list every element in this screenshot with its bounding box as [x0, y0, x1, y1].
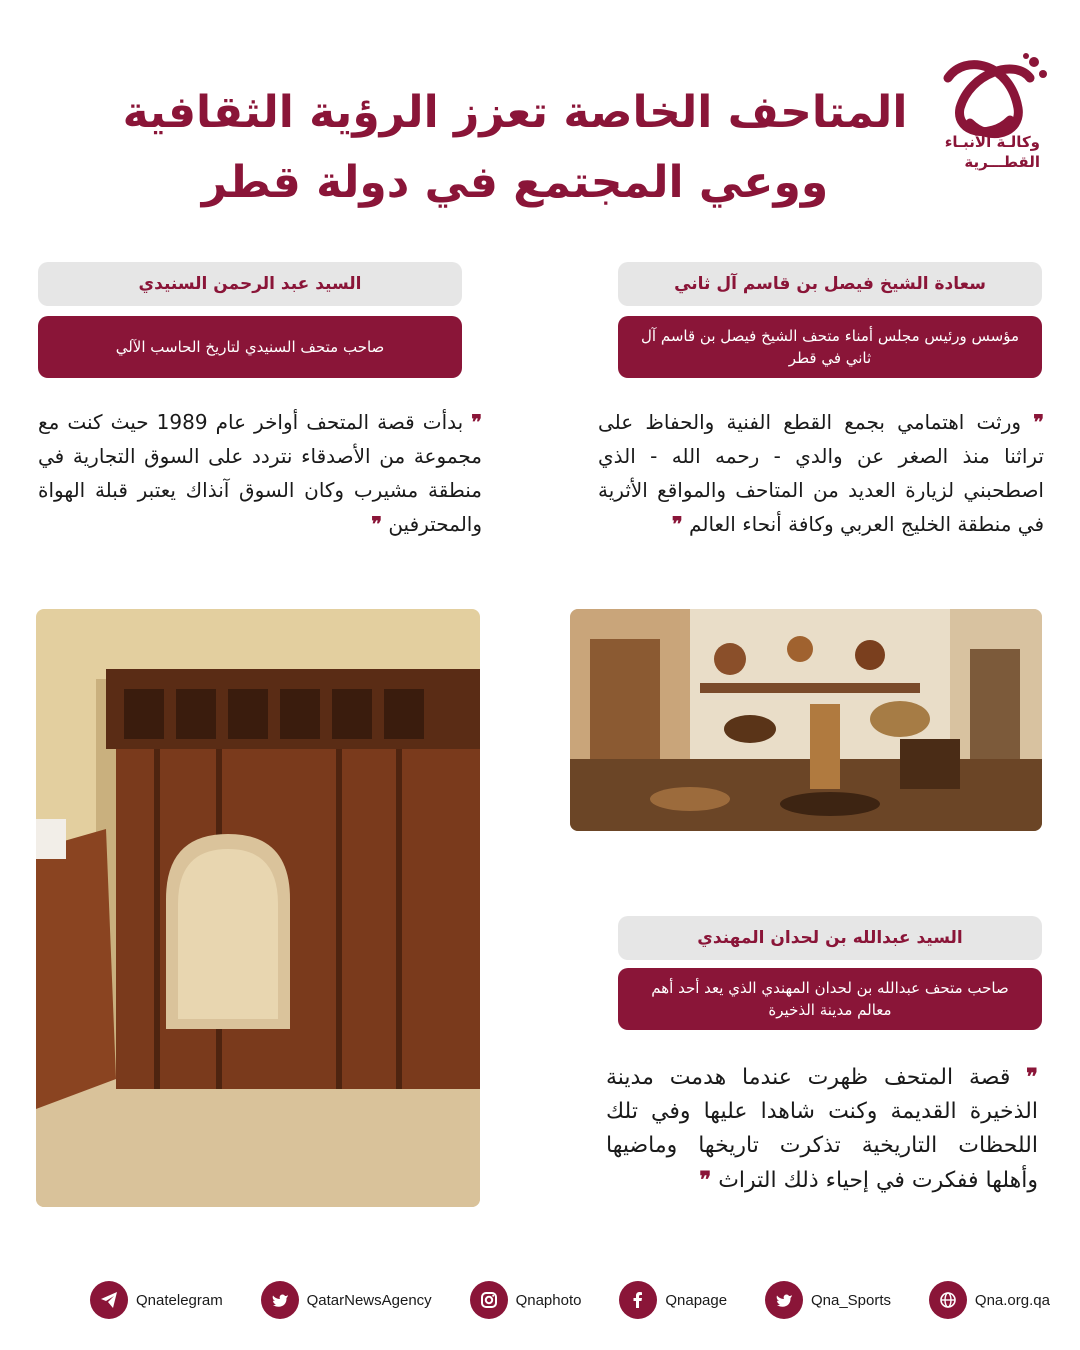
quote-open-icon: ❞ [471, 410, 483, 434]
social-links [90, 1277, 1050, 1323]
logo-text-line-1: وكالـة الأنبـاء [944, 133, 1040, 151]
title-line-2: ووعي المجتمع في دولة قطر [201, 157, 829, 208]
quote-close-icon: ❞ [371, 512, 382, 536]
profile-name: سعادة الشيخ فيصل بن قاسم آل ثاني [674, 274, 986, 294]
twitter-icon [261, 1281, 299, 1319]
twitter-icon [765, 1281, 803, 1319]
social-link-facebook[interactable] [619, 1281, 727, 1319]
quote-close-icon: ❞ [699, 1167, 712, 1193]
profile-quote [598, 405, 1044, 541]
telegram-icon [90, 1281, 128, 1319]
wooden-gate-photo [36, 609, 480, 1207]
quote-text: ورثت اهتمامي بجمع القطع الفنية والحفاظ على تراثنا منذ الصغر عن والدي - رحمه الله - الذي اصطحبني لزيارة العديد من المتاحف والمواقع الأثرية في منطقة الخليج العربي وكافة أنحاء العالم [598, 410, 1044, 536]
title-line-1: المتاحف الخاصة تعزز الرؤية الثقافية [122, 87, 908, 138]
quote-open-icon: ❞ [1033, 410, 1045, 434]
museum-artifacts-photo [570, 609, 1042, 831]
profile-role-box [618, 316, 1042, 378]
profile-role: صاحب متحف السنيدي لتاريخ الحاسب الآلي [115, 338, 385, 356]
profile-name: السيد عبدالله بن لحدان المهندي [697, 928, 963, 948]
page-title [120, 78, 910, 218]
profile-name-bar [618, 916, 1042, 960]
social-link-twitter[interactable] [261, 1281, 432, 1319]
social-link-instagram[interactable] [470, 1281, 582, 1319]
profile-role-box [618, 968, 1042, 1030]
social-link-label: Qnatelegram [136, 1291, 223, 1309]
instagram-icon [470, 1281, 508, 1319]
social-link-label: Qnaphoto [515, 1291, 582, 1309]
profile-role: مؤسس ورئيس مجلس أمناء متحف الشيخ فيصل بن قاسم آل ثاني في قطر [641, 327, 1019, 367]
profile-name-bar [38, 262, 462, 306]
profile-quote [606, 1060, 1038, 1198]
logo-text-line-2: القطـــرية [964, 153, 1040, 171]
social-link-website[interactable] [929, 1281, 1050, 1319]
globe-icon [929, 1281, 967, 1319]
social-link-label: Qnapage [665, 1291, 728, 1309]
quote-open-icon: ❞ [1026, 1064, 1039, 1090]
qna-logo-text [926, 132, 1040, 172]
profile-quote [38, 405, 482, 541]
profile-role: صاحب متحف عبدالله بن لحدان المهندي الذي يعد أحد أهم معالم مدينة الذخيرة [651, 979, 1009, 1019]
profile-name: السيد عبد الرحمن السنيدي [138, 274, 362, 294]
profile-role-box [38, 316, 462, 378]
profile-name-bar [618, 262, 1042, 306]
quote-text: قصة المتحف ظهرت عندما هدمت مدينة الذخيرة القديمة وكنت شاهدا عليها وفي تلك اللحظات التاريخية تذكرت تاريخها وماضيها وأهلها ففكرت في إحياء ذلك التراث [606, 1065, 1038, 1193]
quote-text: بدأت قصة المتحف أواخر عام 1989 حيث كنت مع مجموعة من الأصدقاء نتردد على السوق التجارية في منطقة مشيرب وكان السوق آنذاك يعتبر قبلة الهواة والمحترفين [38, 410, 482, 536]
social-link-telegram[interactable] [90, 1281, 223, 1319]
facebook-icon [619, 1281, 657, 1319]
social-link-label: QatarNewsAgency [306, 1291, 432, 1309]
social-link-twitter-sports[interactable] [765, 1281, 891, 1319]
social-link-label: Qna_Sports [810, 1291, 892, 1309]
social-link-label: Qna.org.qa [974, 1291, 1050, 1309]
quote-close-icon: ❞ [671, 512, 683, 536]
